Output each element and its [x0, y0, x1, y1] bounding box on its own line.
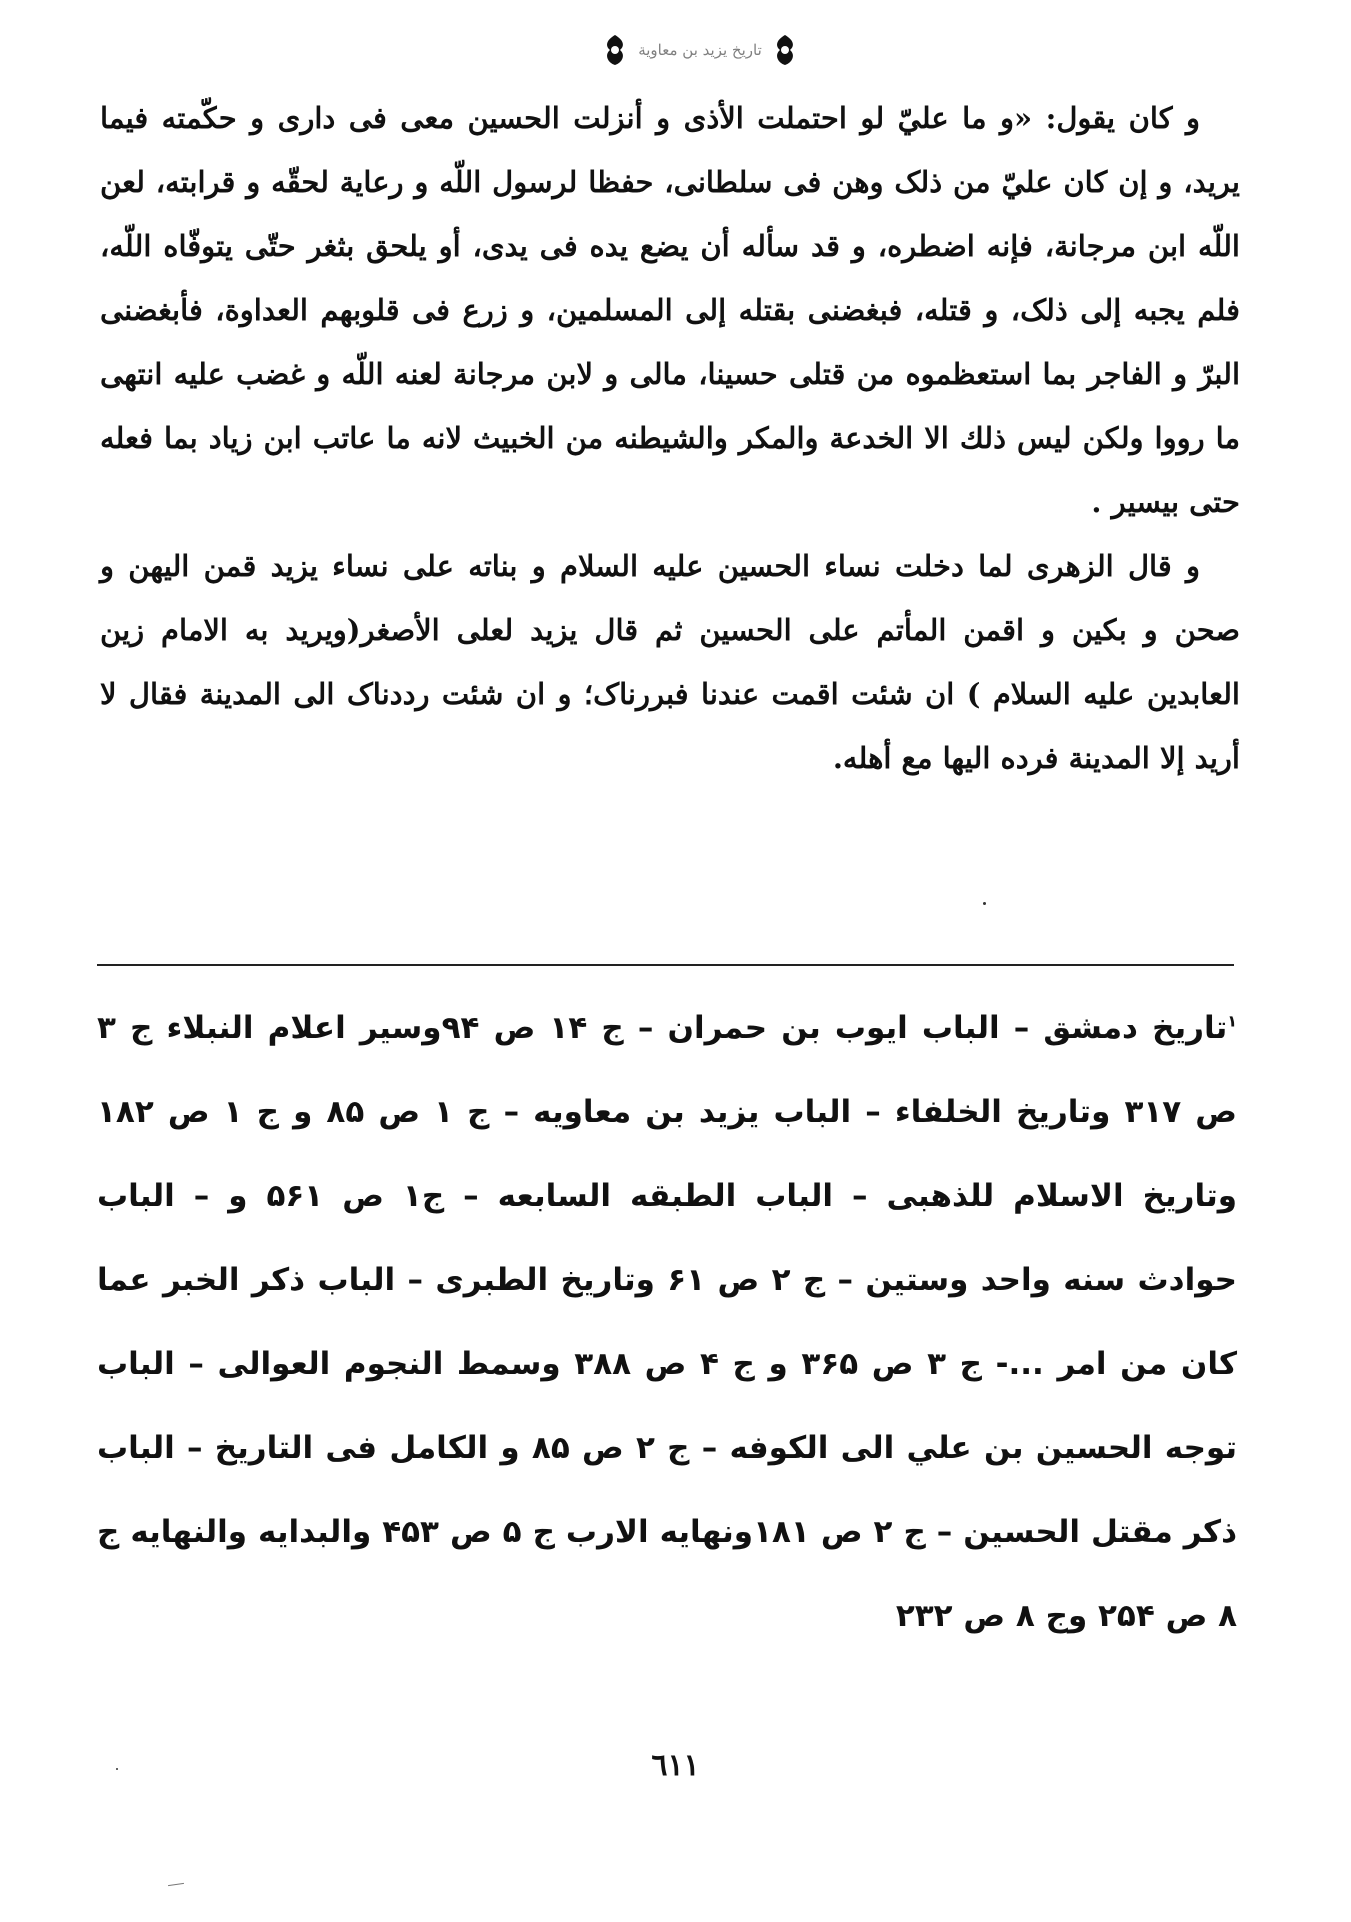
stray-dot [116, 1768, 118, 1770]
running-header [470, 30, 930, 70]
right-ornament-icon [602, 33, 628, 67]
paragraph: و قال الزهرى لما دخلت نساء الحسين عليه السلام و بناته على نساء يزيد قمن اليهن و صحن و بكين و اقمن المأتم على الحسين ثم قال يزيد لعلى الأصغر(ويريد به الامام زين العابدين عليه السلام ) ان شئت اقمت عندنا فبررناک؛ و ان شئت رددناک الى المدينة فقال لا أريد إلا المدينة فرده اليها مع أهله. [100, 549, 1240, 775]
stray-dot [983, 902, 986, 905]
scan-smudge [168, 1883, 184, 1886]
page-number: ٦١١ [651, 1748, 700, 1783]
footnote-separator [97, 964, 1234, 966]
running-title: تاريخ يزيد بن معاوية [638, 41, 762, 59]
footnote [97, 986, 1237, 1658]
main-text [100, 86, 1240, 790]
left-ornament-icon [772, 33, 798, 67]
paragraph: و كان يقول: «و ما عليّ لو احتملت الأذى و أنزلت الحسين معى فى دارى و حكّمته فيما يريد، و إن كان عليّ من ذلک وهن فى سلطانى، حفظا لرسول اللّه و رعاية لحقّه و قرابته، لعن اللّه ابن مرجانة، فإنه اضطره، و قد سأله أن يضع يده فى يدى، أو يلحق بثغر حتّى يتوفّاه اللّه، فلم يجبه إلى ذلک، و قتله، فبغضنى بقتله إلى المسلمين، و زرع فى قلوبهم العداوة، فأبغضنى البرّ و الفاجر بما استعظموه من قتلى حسينا، مالى و لابن مرجانة لعنه اللّه و غضب عليه انتهى ما رووا ولكن ليس ذلك الا الخدعة والمكر والشيطنه من الخبيث لانه ما عاتب ابن زياد بما فعله حتى بيسير . [100, 101, 1240, 519]
footnote-text: تاريخ دمشق – الباب ايوب بن حمران – ج ١۴ ص ٩۴وسير اعلام النبلاء ج ٣ ص ٣١٧ وتاريخ الخلفاء – الباب يزيد بن معاويه – ج ١ ص ٨۵ و ج ١ ص ١٨٢ وتاريخ الاسلام للذهبى – الباب الطبقه السابعه – ج١ ص ۵۶١ و – الباب حوادث سنه واحد وستين – ج ٢ ص ۶١ وتاريخ الطبرى – الباب ذكر الخبر عما كان من امر ...- ج ٣ ص ٣۶۵ و ج ۴ ص ٣٨٨ وسمط النجوم العوالى – الباب توجه الحسين بن علي الى الكوفه – ج ٢ ص ٨۵ و الكامل فى التاريخ – الباب ذكر مقتل الحسين – ج ٢ ص ١٨١ونهايه الارب ج ۵ ص ۴۵٣ والبدايه والنهايه ج ٨ ص ٢۵۴ وج ٨ ص ٢٣٢ [97, 1010, 1237, 1634]
footnote-marker: ١ [1227, 1011, 1237, 1031]
